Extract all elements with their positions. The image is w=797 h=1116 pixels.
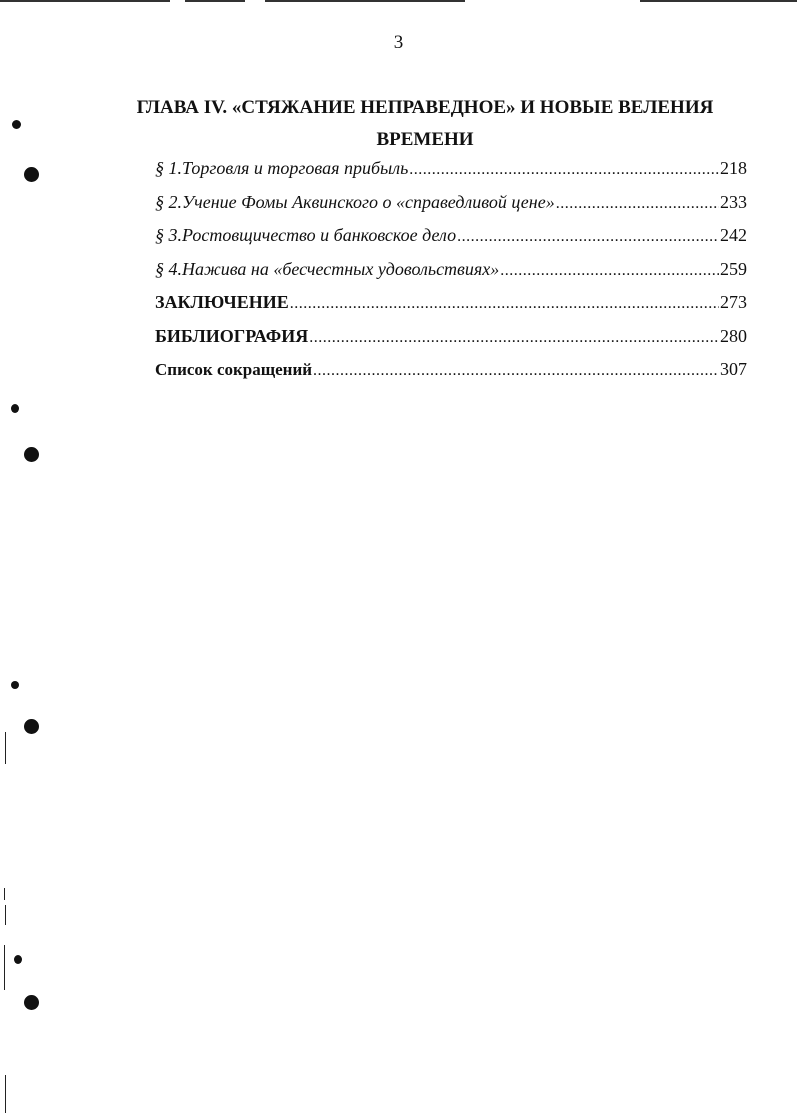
scan-edge-line [5,905,6,925]
toc-entry-label: БИБЛИОГРАФИЯ [155,325,309,346]
toc-entry-page: 307 [720,359,747,379]
toc-entry-page: 259 [720,258,747,279]
toc-entry-page: 242 [720,225,747,245]
toc-entry-section-4 [155,259,747,293]
binder-mark [11,681,19,689]
toc-entry-section-2 [155,192,747,226]
scan-edge-rule [185,0,245,2]
punch-hole [24,447,39,462]
toc-entry-label: § 2.Учение Фомы Аквинского о «справедливой цене» [155,191,555,212]
binder-mark [12,120,21,129]
chapter-title-line-1: ГЛАВА IV. «СТЯЖАНИЕ НЕПРАВЕДНОЕ» И НОВЫЕ ВЕЛЕНИЯ [136,97,714,118]
toc-entry-page: 280 [720,325,747,346]
toc-entry-label: § 1.Торговля и торговая прибыль [155,158,409,178]
scan-edge-rule [0,0,170,2]
chapter-title-line-2: ВРЕМЕНИ [376,129,474,150]
binder-mark [14,955,22,964]
toc-entry-section-1 [155,158,747,192]
scan-edge-rule [265,0,465,2]
toc-entry-abbreviations [155,359,747,393]
toc-entry-label: Список сокращений [155,360,313,379]
toc-entry-page: 233 [720,191,747,212]
toc-entry-section-3 [155,225,747,259]
toc-entry-label: § 3.Ростовщичество и банковское дело [155,225,457,245]
table-of-contents [155,158,747,393]
toc-entry-page: 218 [720,158,747,178]
toc-leader-dots [556,195,719,213]
punch-hole [24,719,39,734]
toc-entry-conclusion [155,292,747,326]
page-number: 3 [393,32,404,53]
binder-mark [11,404,19,413]
toc-leader-dots [313,362,719,380]
toc-entry-label: § 4.Нажива на «бесчестных удовольствиях» [155,258,500,279]
toc-leader-dots [290,295,719,313]
scan-edge-line [5,732,6,764]
toc-leader-dots [409,161,719,179]
scan-edge-line [4,945,5,990]
toc-leader-dots [309,329,719,347]
scan-edge-rule [640,0,797,2]
toc-entry-label: ЗАКЛЮЧЕНИЕ [155,292,289,312]
chapter-title [100,92,750,156]
punch-hole [24,167,39,182]
scan-edge-line [4,888,5,900]
toc-leader-dots [457,228,719,246]
toc-entry-page: 273 [720,292,747,312]
scan-edge-line [5,1075,6,1113]
toc-entry-bibliography [155,326,747,360]
toc-leader-dots [500,262,719,280]
punch-hole [24,995,39,1010]
